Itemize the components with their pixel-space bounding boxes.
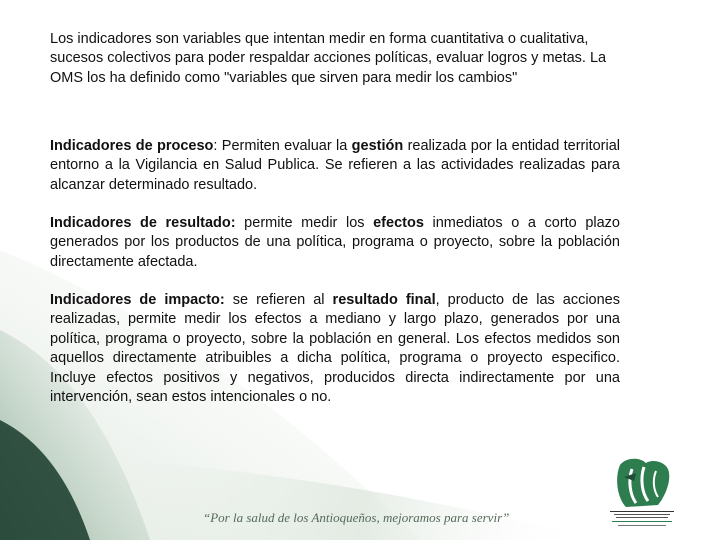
impact-text-2: , producto de las acciones realizadas, permite medir los efectos a mediano y largo plazo, generados por una política, programa o proyecto, sobre la población en general. Los efectos medidos son aquellos directamente atribuibles a dicha política, programa o proyecto especifico. Incluye efectos positivos y negativos, producidos directa indirectamente por una intervención, sean estos intencionales o no. bbox=[50, 292, 620, 406]
result-emphasis: efectos bbox=[373, 215, 424, 231]
impact-indicators-paragraph bbox=[50, 291, 620, 407]
institution-logo bbox=[606, 455, 678, 535]
footer-slogan: “Por la salud de los Antioqueños, mejoramos para servir” bbox=[203, 510, 510, 525]
process-emphasis: gestión bbox=[351, 138, 404, 154]
result-indicators-paragraph bbox=[50, 214, 620, 272]
impact-text-1: se refieren al bbox=[224, 292, 333, 308]
impact-term: Indicadores de impacto: bbox=[50, 292, 225, 308]
intro-paragraph: Los indicadores son variables que intentan medir en forma cuantitativa o cualitativa, sucesos colectivos para poder respaldar acciones políticas, evaluar logros y metas. La OMS los ha definido como "variables que sirven para medir los cambios" bbox=[50, 31, 607, 86]
result-term: Indicadores de resultado: bbox=[50, 215, 236, 231]
process-indicators-paragraph bbox=[50, 137, 620, 195]
process-term: Indicadores de proceso bbox=[50, 138, 214, 154]
result-text-2: inmediatos o a corto plazo generados por los productos de una política, programa o proyecto, sobre la población directamente afectada. bbox=[50, 215, 620, 270]
process-text-2: realizada por la entidad territorial entorno a la Vigilancia en Salud Publica. Se refieren a las actividades realizadas para alcanzar determinado resultado. bbox=[50, 138, 620, 193]
process-text-1: : Permiten evaluar la bbox=[213, 138, 352, 154]
result-text-1: permite medir los bbox=[235, 215, 374, 231]
impact-emphasis: resultado final bbox=[332, 292, 436, 308]
